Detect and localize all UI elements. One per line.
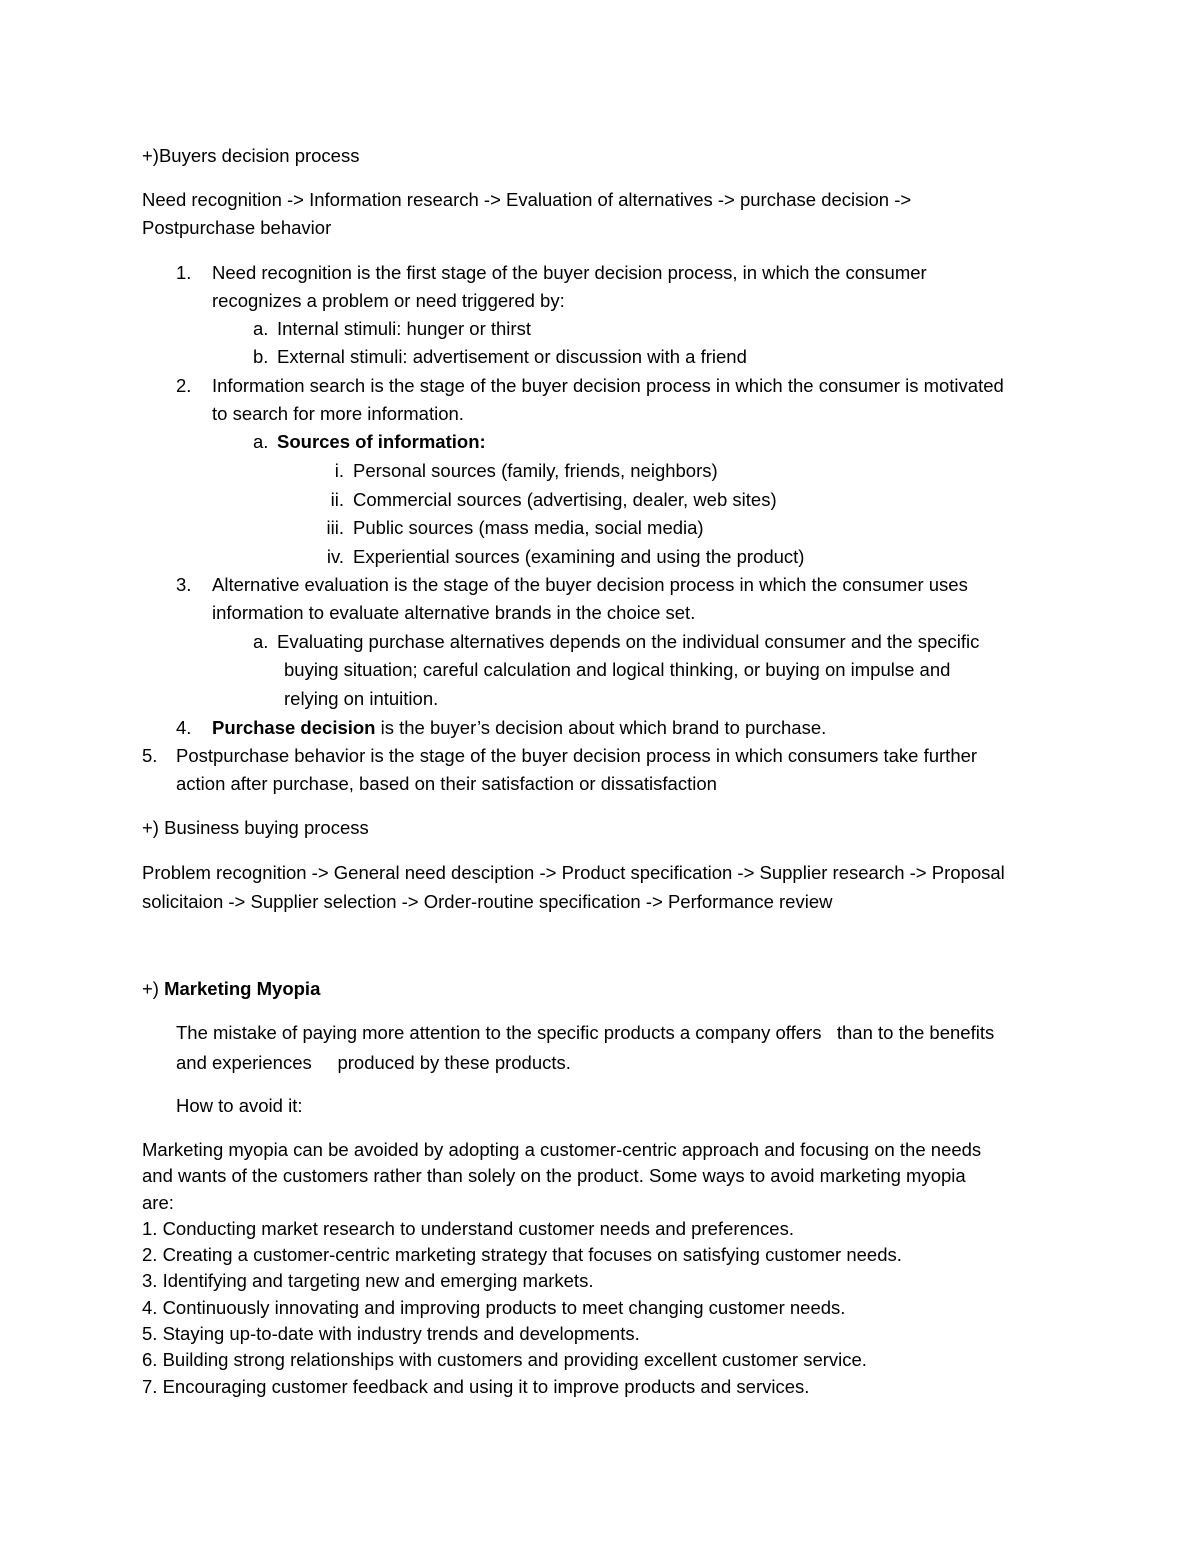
list-item-rest: is the buyer’s decision about which brand to purchase. xyxy=(375,717,827,738)
list-item-text: to search for more information. xyxy=(212,403,464,424)
roman-marker: iv. xyxy=(326,546,344,567)
list-item-text: action after purchase, based on their satisfaction or dissatisfaction xyxy=(176,773,717,794)
list-item-text xyxy=(212,716,826,740)
sub-list-item-text: Internal stimuli: hunger or thirst xyxy=(277,318,531,339)
list-number: 5. xyxy=(142,745,158,766)
definition-text: and experiences produced by these products. xyxy=(176,1052,571,1073)
buyer-process-flow-line: Need recognition -> Information research -> Evaluation of alternatives -> purchase decision -> xyxy=(142,189,912,210)
list-item-text: Alternative evaluation is the stage of the buyer decision process in which the consumer uses xyxy=(212,574,968,595)
section-heading-marketing-myopia xyxy=(142,977,320,1001)
sub-list-marker: a. xyxy=(253,631,269,652)
paragraph-text: are: xyxy=(142,1192,174,1213)
definition-text: The mistake of paying more attention to the specific products a company offers than to the benefits xyxy=(176,1022,995,1043)
roman-marker: iii. xyxy=(326,517,344,538)
list-number: 3. xyxy=(176,574,192,595)
section-heading-business-buying-process: +) Business buying process xyxy=(142,817,369,838)
sub-list-item-text: Sources of information: xyxy=(277,431,486,452)
roman-list-item-text: Experiential sources (examining and using the product) xyxy=(353,546,805,567)
roman-list-item-text: Personal sources (family, friends, neighbors) xyxy=(353,460,718,481)
sub-list-marker: a. xyxy=(253,318,269,339)
list-item-text: Need recognition is the first stage of the buyer decision process, in which the consumer xyxy=(212,262,927,283)
roman-list-item-text: Public sources (mass media, social media) xyxy=(353,517,704,538)
sub-list-marker: b. xyxy=(253,346,269,367)
list-number: 2. xyxy=(176,375,192,396)
paragraph-text: Marketing myopia can be avoided by adopting a customer-centric approach and focusing on the needs xyxy=(142,1139,982,1160)
way-item: 7. Encouraging customer feedback and using it to improve products and services. xyxy=(142,1376,810,1397)
sub-list-item-text: relying on intuition. xyxy=(284,688,439,709)
list-item-text: recognizes a problem or need triggered by: xyxy=(212,290,565,311)
way-item: 5. Staying up-to-date with industry trends and developments. xyxy=(142,1323,640,1344)
bold-term: Purchase decision xyxy=(212,717,376,738)
list-item-text: Postpurchase behavior is the stage of the buyer decision process in which consumers take further xyxy=(176,745,978,766)
list-item-text: Information search is the stage of the buyer decision process in which the consumer is motivated xyxy=(212,375,1004,396)
sub-list-marker: a. xyxy=(253,431,269,452)
business-process-flow-line: solicitaion -> Supplier selection -> Order-routine specification -> Performance review xyxy=(142,891,833,912)
business-process-flow-line: Problem recognition -> General need desciption -> Product specification -> Supplier research -> Proposal xyxy=(142,862,1005,883)
way-item: 2. Creating a customer-centric marketing strategy that focuses on satisfying customer needs. xyxy=(142,1244,902,1265)
how-to-avoid-label: How to avoid it: xyxy=(176,1095,303,1116)
way-item: 6. Building strong relationships with customers and providing excellent customer service. xyxy=(142,1349,867,1370)
heading-prefix: +) xyxy=(142,978,165,999)
heading-bold: Marketing Myopia xyxy=(164,978,321,999)
roman-marker: ii. xyxy=(330,489,344,510)
way-item: 1. Conducting market research to understand customer needs and preferences. xyxy=(142,1218,794,1239)
roman-marker: i. xyxy=(334,460,344,481)
sub-list-item-text: External stimuli: advertisement or discussion with a friend xyxy=(277,346,747,367)
sub-list-item-text: Evaluating purchase alternatives depends on the individual consumer and the specific xyxy=(277,631,980,652)
sub-list-item-text: buying situation; careful calculation and logical thinking, or buying on impulse and xyxy=(284,659,951,680)
way-item: 3. Identifying and targeting new and emerging markets. xyxy=(142,1270,594,1291)
list-number: 1. xyxy=(176,262,192,283)
roman-list-item-text: Commercial sources (advertising, dealer, web sites) xyxy=(353,489,777,510)
section-heading-buyers-decision-process: +)Buyers decision process xyxy=(142,145,360,166)
way-item: 4. Continuously innovating and improving products to meet changing customer needs. xyxy=(142,1297,846,1318)
list-item-text: information to evaluate alternative brands in the choice set. xyxy=(212,602,696,623)
list-number: 4. xyxy=(176,717,192,738)
buyer-process-flow-line: Postpurchase behavior xyxy=(142,217,332,238)
paragraph-text: and wants of the customers rather than solely on the product. Some ways to avoid marketing myopia xyxy=(142,1165,966,1186)
